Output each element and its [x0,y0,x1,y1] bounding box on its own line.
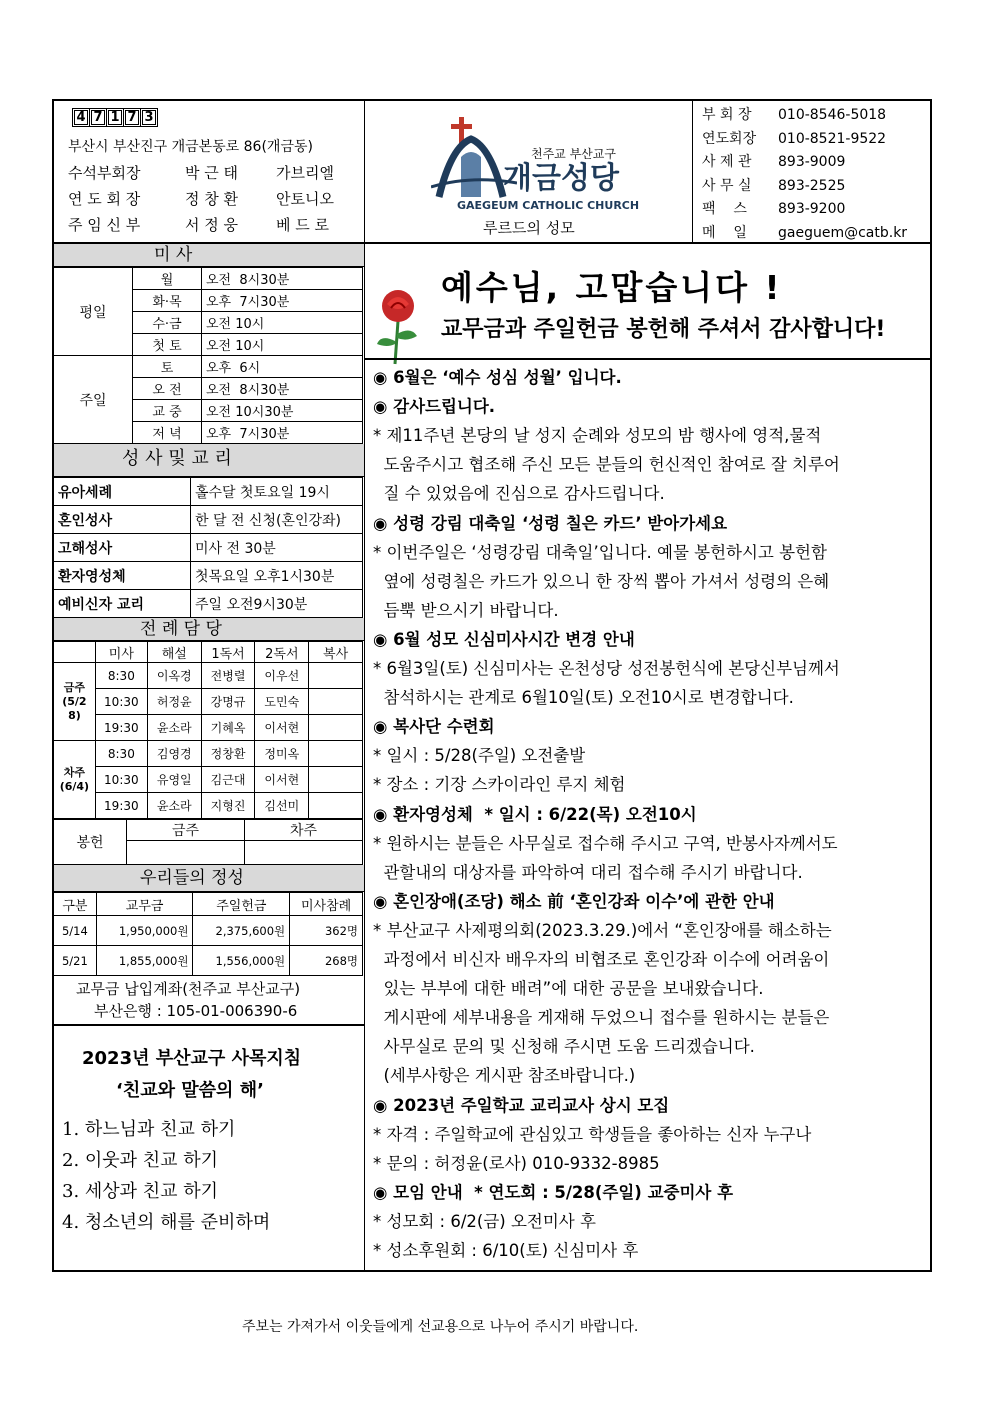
donations-row [54,946,363,976]
sacrament-schedule: 미사 전 30분 [191,534,363,562]
officer-baptism: 가브리엘 [276,164,334,182]
notice-line: (세부사항은 게시판 참조바랍니다.) [373,1066,636,1086]
contact-row [702,175,932,197]
sacrament-name: 환자영성체 [54,562,191,590]
liturgy-cell: 19:30 [95,715,147,741]
notice-heading: ◉ 환자영성체 * 일시 : 6/22(목) 오전10시 [373,804,697,824]
right-column [365,244,930,1272]
donations-cell: 362명 [290,916,363,946]
address: 부산시 부산진구 개금본동로 86(개금동) [68,139,313,155]
postal-digit: 3 [140,108,158,127]
postal-digit: 4 [72,108,90,127]
liturgy-cell [309,741,363,767]
notice-heading: ◉ 혼인장애(조당) 해소 前 ‘혼인강좌 이수’에 관한 안내 [373,891,775,911]
notice-line: * 문의 : 허정윤(로사) 010-9332-8985 [373,1153,660,1173]
notice-line: 듬뿍 받으시기 바랍니다. [373,600,559,620]
contact-row [702,151,932,173]
liturgy-cell: 기혜옥 [201,715,255,741]
sacrament-schedule: 홀수달 첫토요일 19시 [191,478,363,506]
liturgy-cell: 정미옥 [255,741,309,767]
footer-note: 주보는 가져가서 이웃들에게 선교용으로 나누어 주시기 바랍니다. [242,1319,639,1335]
officer-name: 서 정 웅 [185,216,239,234]
offering-this-week: 금주 [127,820,245,841]
liturgy-this-week-label: 금주(5/28) [54,663,96,741]
notice-line: 질 수 있었음에 진심으로 감사드립니다. [373,484,665,504]
liturgy-cell [309,663,363,689]
officer-baptism: 안토니오 [276,190,334,208]
contact-row [702,128,932,150]
contact-label: 사 무 실 [702,177,752,194]
mass-day: 첫 토 [133,334,202,356]
liturgy-cell: 8:30 [95,663,147,689]
sacrament-schedule: 주일 오전9시30분 [191,590,363,618]
liturgy-cell: 전병렬 [201,663,255,689]
header-info [54,101,364,242]
contact-value: 893-9009 [778,154,846,170]
notice-line: 참석하시는 관계로 6월10일(토) 오전10시로 변경합니다. [373,688,794,708]
donations-header-row [54,893,363,916]
mass-weekday-label: 평일 [54,268,133,356]
notice-heading: ◉ 감사드립니다. [373,397,496,417]
contact-value: gaeguem@catb.kr [778,224,908,241]
donations-header: 주일헌금 [193,893,290,916]
account-box [54,976,364,1026]
liturgy-title: 전 례 담 당 [140,619,222,639]
donations-section-title [54,865,364,892]
liturgy-header: 미사 [95,642,147,663]
contact-value: 893-9200 [778,201,846,217]
offering-label: 봉헌 [54,820,127,865]
sacrament-row [54,534,363,562]
contact-label: 팩 스 [702,201,747,217]
sacraments-table [53,477,363,618]
donations-cell: 2,375,600원 [193,916,290,946]
sacrament-row [54,506,363,534]
liturgy-cell [309,689,363,715]
liturgy-cell: 유영일 [147,767,201,793]
mass-day: 수·금 [133,312,202,334]
contact-label: 연도회장 [702,130,757,147]
liturgy-header: 해설 [147,642,201,663]
notice-line: * 이번주일은 ‘성령강림 대축일’입니다. 예물 봉헌하시고 봉헌함 [373,542,827,562]
liturgy-cell [309,767,363,793]
contact-value: 010-8521-9522 [778,130,887,147]
contact-row [702,198,932,220]
notice-heading: ◉ 모임 안내 * 연도회 : 5/28(주일) 교중미사 후 [373,1182,734,1202]
liturgy-row [54,715,363,741]
mass-time: 오전 8시30분 [202,378,363,400]
sacrament-row [54,562,363,590]
guideline-item: 2. 이웃과 친교 하기 [62,1150,219,1171]
donations-header: 구분 [54,893,97,916]
guidelines-box [54,1026,364,1256]
sacrament-name: 예비신자 교리 [54,590,191,618]
notice-line: 게시판에 세부내용을 게재해 두었으니 접수를 원하시는 분들은 [373,1008,830,1028]
mass-day: 오 전 [133,378,202,400]
donations-cell: 1,950,000원 [96,916,193,946]
guideline-item: 4. 청소년의 해를 준비하며 [62,1212,271,1233]
liturgy-cell: 김선미 [255,793,309,819]
banner-subtitle: 교무금과 주일헌금 봉헌해 주셔서 감사합니다! [441,317,886,342]
liturgy-cell: 김근대 [201,767,255,793]
mass-day: 토 [133,356,202,378]
offering-table [53,819,363,865]
officer-baptism: 베 드 로 [276,216,330,234]
mass-time: 오전 10시 [202,312,363,334]
guideline-item: 3. 세상과 친교 하기 [62,1181,219,1202]
contact-label: 메 일 [702,224,747,241]
sacrament-name: 유아세례 [54,478,191,506]
banner-title: 예수님, 고맙습니다 ! [441,268,783,307]
liturgy-cell: 이옥경 [147,663,201,689]
notice-heading: ◉ 6월은 ‘예수 성심 성월’ 입니다. [373,368,622,387]
notice-line: 과정에서 비신자 배우자의 비협조로 혼인강좌 이수에 어려움이 [373,950,830,969]
mass-sunday-label: 주일 [54,356,133,444]
mass-time: 오전 8시30분 [202,268,363,290]
postal-digit: 1 [106,108,124,127]
sacraments-title: 성 사 및 교 리 [122,448,232,469]
donations-cell: 1,556,000원 [193,946,290,976]
notice-line: * 성소후원회 : 6/10(토) 신심미사 후 [373,1241,639,1260]
mass-day: 저 녁 [133,422,202,444]
notice-line: 도움주시고 협조해 주신 모든 분들의 헌신적인 참여로 잘 치루어 [373,455,840,475]
sacrament-name: 혼인성사 [54,506,191,534]
contact-value: 010-8546-5018 [778,107,887,123]
account-title: 교무금 납입계좌(천주교 부산교구) [76,980,301,998]
officer-name: 박 근 태 [185,164,239,182]
liturgy-cell: 지형진 [201,793,255,819]
mass-row [54,356,363,378]
rose-icon [373,286,423,366]
mass-time: 오후 7시30분 [202,290,363,312]
sacrament-row [54,590,363,618]
mass-section-title [54,244,364,267]
notice-heading: ◉ 2023년 주일학교 교리교사 상시 모집 [373,1095,670,1115]
diocese-label: 천주교 부산교구 [531,147,616,161]
donations-header: 미사참례 [290,893,363,916]
mass-time: 오전 10시 [202,334,363,356]
notice-line: * 원하시는 분들은 사무실로 접수해 주시고 구역, 반봉사자께서도 [373,833,838,853]
church-subtitle: 루르드의 성모 [483,219,575,237]
notice-line: * 자격 : 주일학교에 관심있고 학생들을 좋아하는 신자 누구나 [373,1124,812,1144]
mass-time: 오전 10시30분 [202,400,363,422]
sacrament-schedule: 한 달 전 신청(혼인강좌) [191,506,363,534]
liturgy-cell: 허정윤 [147,689,201,715]
liturgy-cell: 19:30 [95,793,147,819]
donations-row [54,916,363,946]
liturgy-cell: 이서현 [255,715,309,741]
mass-table [53,267,363,444]
liturgy-header: 2독서 [255,642,309,663]
donations-cell: 1,855,000원 [96,946,193,976]
liturgy-cell: 강명규 [201,689,255,715]
liturgy-cell [309,715,363,741]
liturgy-cell: 10:30 [95,767,147,793]
liturgy-cell: 윤소라 [147,715,201,741]
liturgy-next-week-label: 차주(6/4) [54,741,96,819]
postal-digit: 7 [89,108,107,127]
notice-line: * 6월3일(토) 신심미사는 온천성당 성전봉헌식에 본당신부님께서 [373,659,840,678]
liturgy-cell: 정창환 [201,741,255,767]
mass-row [54,268,363,290]
church-logo [365,101,692,242]
guideline-item: 1. 하느님과 친교 하기 [62,1119,236,1140]
liturgy-cell: 10:30 [95,689,147,715]
officer-name: 정 창 환 [185,190,239,208]
liturgy-row [54,793,363,819]
notice-heading: ◉ 복사단 수련회 [373,717,495,737]
notice-line: * 부산교구 사제평의회(2023.3.29.)에서 “혼인장애를 해소하는 [373,920,832,940]
liturgy-cell: 이우선 [255,663,309,689]
officer-row [68,162,358,184]
mass-day: 화·목 [133,290,202,312]
notice-line: 있는 부부에 대한 배려”에 대한 공문을 보내왔습니다. [373,979,764,999]
liturgy-row [54,767,363,793]
liturgy-header: 1독서 [201,642,255,663]
postal-code [72,108,157,127]
liturgy-row [54,741,363,767]
liturgy-row [54,663,363,689]
contact-value: 893-2525 [778,177,846,194]
guidelines-subtitle: ‘친교와 말씀의 해’ [116,1080,264,1101]
contact-label: 사 제 관 [702,154,752,170]
donations-cell: 5/14 [54,916,97,946]
notice-line: * 성모회 : 6/2(금) 오전미사 후 [373,1211,596,1231]
liturgy-cell [309,793,363,819]
donations-cell: 5/21 [54,946,97,976]
donations-table [53,892,363,976]
liturgy-cell: 김영경 [147,741,201,767]
officer-role: 수석부회장 [68,164,141,182]
liturgy-header: 복사 [309,642,363,663]
mass-day: 월 [133,268,202,290]
donations-cell: 268명 [290,946,363,976]
officer-role: 연 도 회 장 [68,190,141,208]
notice-line: 사무실로 문의 및 신청해 주시면 도움 드리겠습니다. [373,1037,755,1057]
contact-label: 부 회 장 [702,107,752,123]
church-english-name: GAEGEUM CATHOLIC CHURCH [457,199,640,212]
officer-row [68,214,358,236]
notice-heading: ◉ 6월 성모 신심미사시간 변경 안내 [373,629,635,649]
sacrament-name: 고해성사 [54,534,191,562]
liturgy-row [54,689,363,715]
liturgy-header-row [54,642,363,663]
mass-time: 오후 6시 [202,356,363,378]
guidelines-title: 2023년 부산교구 사목지침 [82,1048,302,1069]
sacrament-schedule: 첫목요일 오후1시30분 [191,562,363,590]
account-number: 부산은행 : 105-01-006390-6 [94,1002,298,1020]
officer-role: 주 임 신 부 [68,216,141,234]
church-name: 개금성당 [503,161,619,196]
sacrament-row [54,478,363,506]
liturgy-cell: 도민숙 [255,689,309,715]
donations-title: 우리들의 정성 [140,868,244,888]
contact-row [702,222,932,244]
mass-title: 미 사 [154,245,193,265]
postal-digit: 7 [123,108,141,127]
liturgy-cell: 8:30 [95,741,147,767]
liturgy-table [53,641,363,819]
liturgy-cell: 이서현 [255,767,309,793]
donations-header: 교무금 [96,893,193,916]
mass-day: 교 중 [133,400,202,422]
left-column [54,244,364,1256]
notice-heading: ◉ 성령 강림 대축일 ‘성령 칠은 카드’ 받아가세요 [373,513,728,533]
contact-row [702,104,932,126]
notice-line: 관할내의 대상자를 파악하여 대리 접수해 주시기 바랍니다. [373,862,803,882]
offering-next-week: 차주 [245,820,363,841]
sacraments-section-title [54,444,364,477]
liturgy-section-title [54,618,364,641]
notice-line: * 장소 : 기장 스카이라인 루지 체험 [373,775,626,795]
notice-line: * 제11주년 본당의 날 성지 순례와 성모의 밤 행사에 영적,물적 [373,426,822,446]
mass-time: 오후 7시30분 [202,422,363,444]
notice-line: 옆에 성령칠은 카드가 있으니 한 장씩 뽑아 가셔서 성령의 은혜 [373,571,830,591]
liturgy-cell: 윤소라 [147,793,201,819]
bulletin-frame [52,99,932,1272]
notice-line: * 일시 : 5/28(주일) 오전출발 [373,746,586,766]
officer-row [68,188,358,210]
